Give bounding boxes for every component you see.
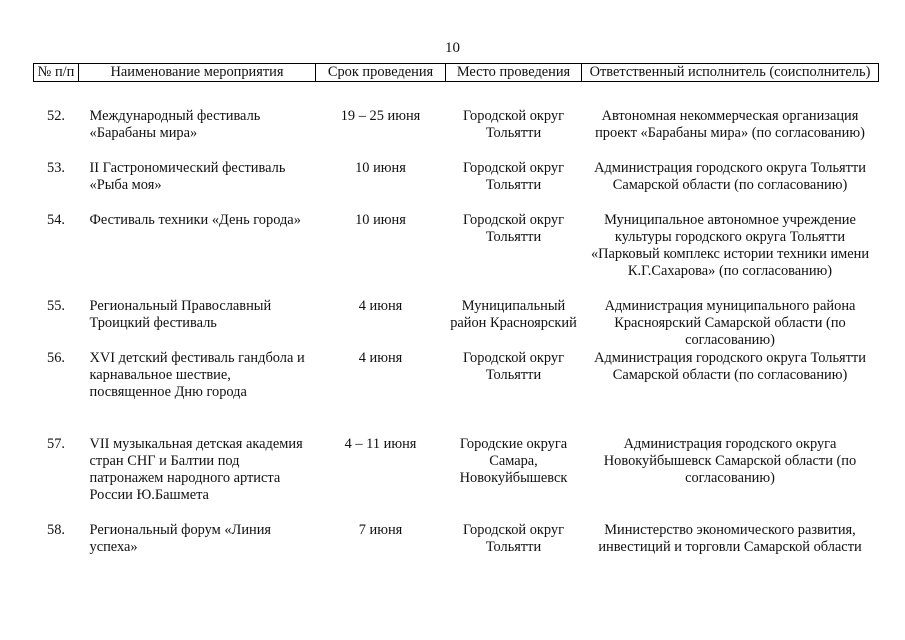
event-date: 7 июня	[358, 522, 403, 538]
event-name: Международный фестиваль «Барабаны мира»	[89, 108, 261, 141]
header-responsible: Ответственный исполнитель (соисполнитель)	[582, 64, 879, 82]
table-header-row	[34, 64, 879, 82]
event-date: 4 – 11 июня	[344, 436, 417, 452]
header-number: № п/п	[34, 64, 79, 82]
header-place: Место проведения	[446, 64, 582, 82]
table-row	[34, 298, 879, 350]
event-date: 4 июня	[358, 298, 403, 314]
event-responsible: Администрация городского округа Новокуйбышевск Самарской области (по согласованию)	[603, 436, 857, 486]
event-place: Городские округа Самара, Новокуйбышевск	[459, 436, 568, 486]
row-number: 55.	[47, 298, 65, 314]
table-row	[34, 160, 879, 212]
event-responsible: Администрация муниципального района Красноярский Самарской области (по согласованию)	[604, 298, 856, 348]
row-number: 58.	[47, 522, 65, 538]
event-responsible: Автономная некоммерческая организация проект «Барабаны мира» (по согласованию)	[595, 108, 865, 141]
header-event-name: Наименование мероприятия	[79, 64, 316, 82]
event-place: Городской округ Тольятти	[463, 212, 564, 245]
event-name: Региональный форум «Линия успеха»	[89, 522, 272, 555]
table-row	[34, 522, 879, 556]
table-spacer-row	[34, 82, 879, 109]
event-place: Муниципальный район Красноярский	[450, 298, 577, 331]
row-number: 56.	[47, 350, 65, 366]
event-responsible: Муниципальное автономное учреждение культуры городского округа Тольятти «Парковый комплекс истории техники имени К.Г.Сахарова» (по согласованию)	[590, 212, 870, 279]
page-number: 10	[445, 40, 460, 56]
events-table	[33, 63, 879, 556]
event-responsible: Администрация городского округа Тольятти Самарской области (по согласованию)	[594, 160, 866, 193]
row-number: 57.	[47, 436, 65, 452]
event-responsible: Администрация городского округа Тольятти Самарской области (по согласованию)	[594, 350, 866, 383]
table-row	[34, 436, 879, 522]
header-date: Срок проведения	[316, 64, 446, 82]
table-row	[34, 108, 879, 160]
event-name: Фестиваль техники «День города»	[89, 212, 301, 228]
event-name: XVI детский фестиваль гандбола и карнавальное шествие, посвященное Дню города	[89, 350, 305, 400]
event-date: 10 июня	[355, 160, 406, 176]
row-number: 52.	[47, 108, 65, 124]
event-date: 4 июня	[358, 350, 403, 366]
event-name: VII музыкальная детская академия стран СНГ и Балтии под патронажем народного артиста России Ю.Башмета	[89, 436, 303, 503]
event-place: Городской округ Тольятти	[463, 350, 564, 383]
event-name: Региональный Православный Троицкий фестиваль	[89, 298, 272, 331]
event-place: Городской округ Тольятти	[463, 108, 564, 141]
event-date: 10 июня	[355, 212, 406, 228]
row-number: 53.	[47, 160, 65, 176]
event-responsible: Министерство экономического развития, инвестиций и торговли Самарской области	[598, 522, 862, 555]
table-row	[34, 212, 879, 298]
event-date: 19 – 25 июня	[340, 108, 421, 124]
table-row	[34, 350, 879, 436]
event-name: II Гастрономический фестиваль «Рыба моя»	[89, 160, 286, 193]
event-place: Городской округ Тольятти	[463, 522, 564, 555]
row-number: 54.	[47, 212, 65, 228]
event-place: Городской округ Тольятти	[463, 160, 564, 193]
